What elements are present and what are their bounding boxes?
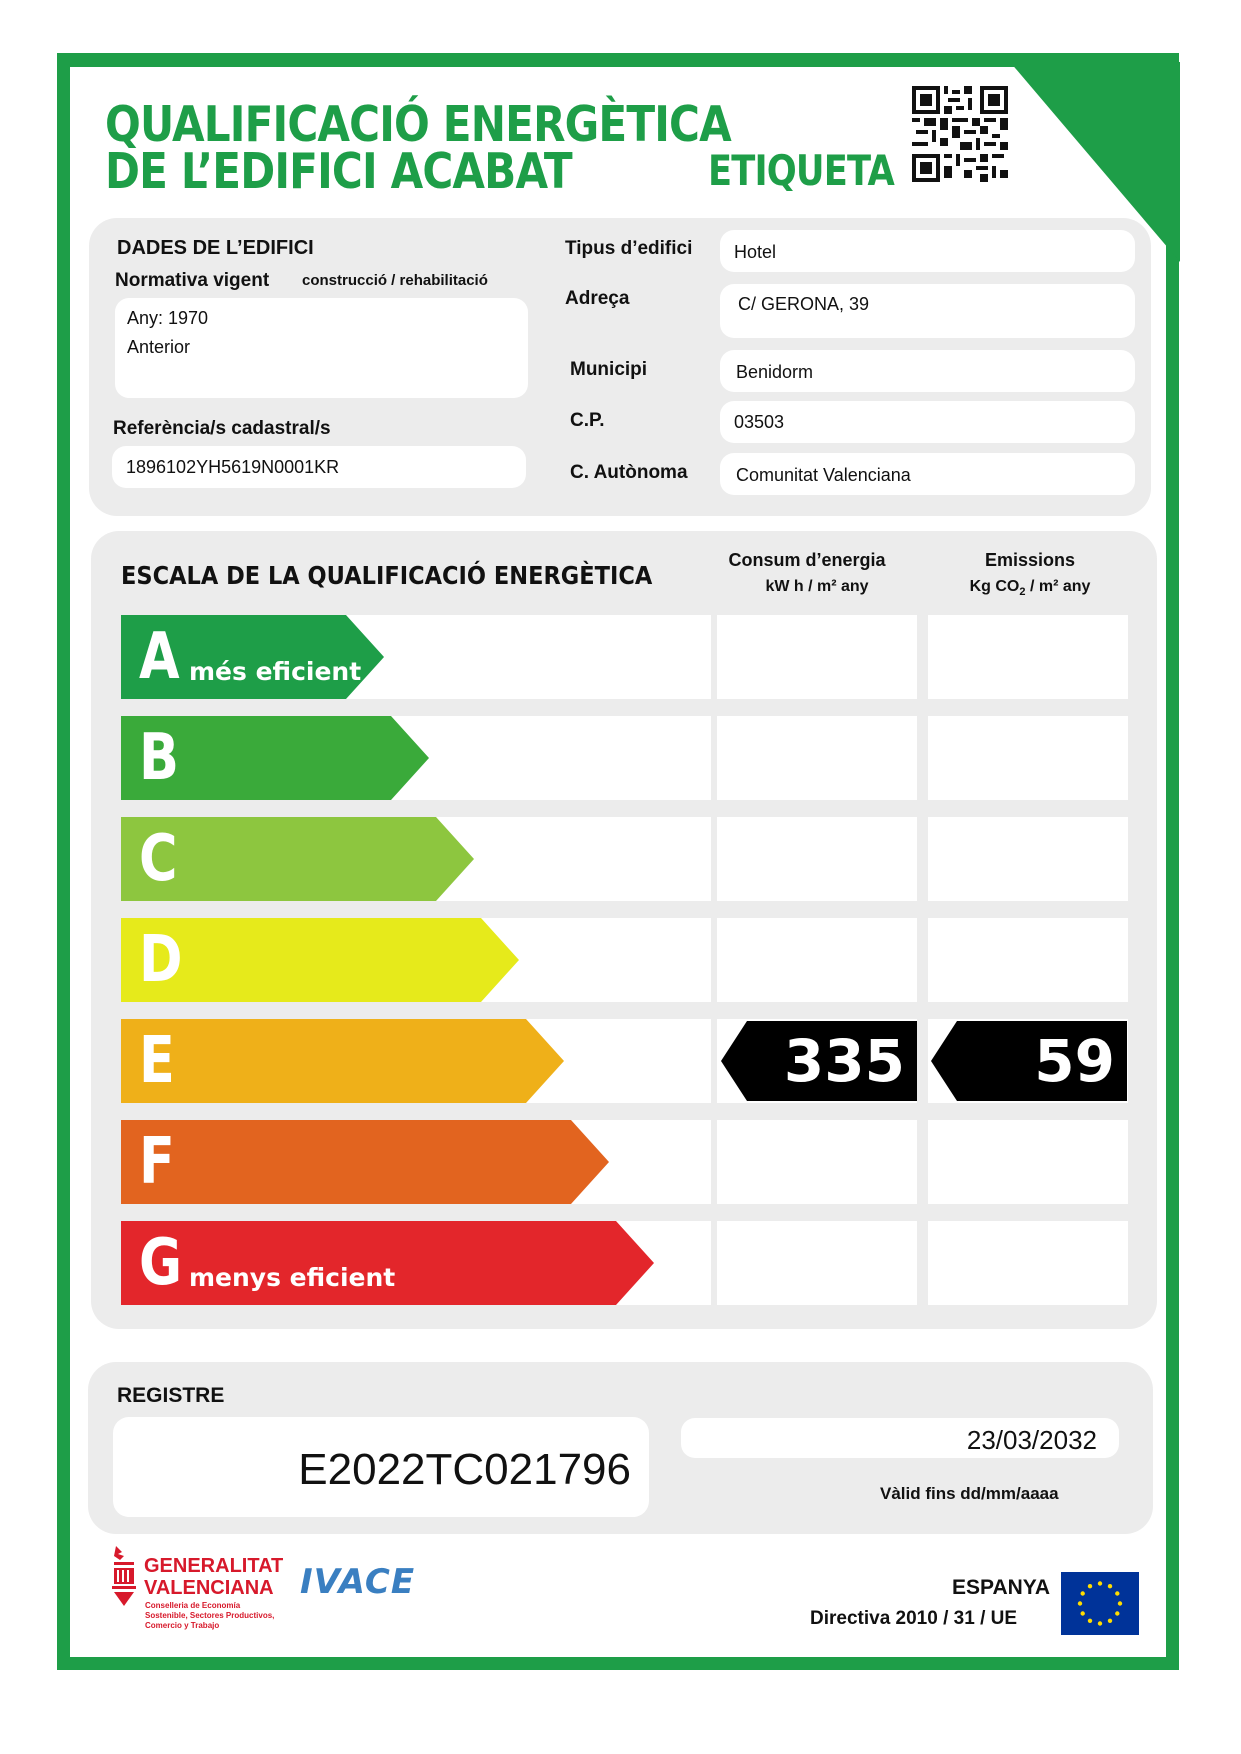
generalitat-crest-icon	[108, 1544, 140, 1614]
normativa-year: Any: 1970	[127, 308, 209, 328]
consumption-indicator-value: 335	[783, 1027, 905, 1095]
field-label-autonoma: C. Autònoma	[570, 462, 688, 483]
grade-letter: G	[139, 1226, 183, 1300]
country-label: ESPANYA	[952, 1576, 1051, 1599]
field-label-tipus: Tipus d’edifici	[565, 238, 693, 259]
emissions-cell	[928, 1221, 1128, 1305]
consumption-unit: kW h / m² any	[765, 578, 869, 595]
valid-date: 23/03/2032	[966, 1425, 1097, 1455]
cadastral-label: Referència/s cadastral/s	[113, 418, 331, 439]
grade-letter: B	[139, 721, 180, 795]
emissions-indicator-value: 59	[1034, 1027, 1115, 1095]
consumption-cell	[717, 615, 917, 699]
grade-bar-d	[121, 918, 521, 1002]
consumption-cell	[717, 918, 917, 1002]
field-label-municipi: Municipi	[570, 359, 648, 380]
field-box-cp	[720, 401, 1135, 443]
consumption-header: Consum d’energia	[728, 550, 886, 570]
grade-letter: D	[139, 923, 183, 997]
field-value-autonoma: Comunitat Valenciana	[736, 465, 911, 485]
field-value-tipus: Hotel	[734, 242, 777, 262]
emissions-cell	[928, 918, 1128, 1002]
consumption-cell	[717, 1221, 917, 1305]
emissions-cell	[928, 1120, 1128, 1204]
eu-flag-icon	[1061, 1572, 1139, 1635]
normativa-label: Normativa vigent	[115, 270, 270, 291]
gv-name: GENERALITAT VALENCIANA	[144, 1555, 284, 1599]
grade-bar-g	[121, 1221, 656, 1305]
grade-word: més eficient	[189, 657, 362, 686]
emissions-cell	[928, 615, 1128, 699]
directive-label: Directiva 2010 / 31 / UE	[810, 1608, 1018, 1629]
field-label-cp: C.P.	[570, 410, 605, 431]
gv-department: Conselleria de Economía Sostenible, Sectores Productivos, Comercio y Trabajo	[145, 1601, 275, 1630]
grade-letter: A	[139, 620, 180, 694]
grade-letter: E	[139, 1024, 175, 1098]
field-value-adreca: C/ GERONA, 39	[738, 294, 870, 314]
title-line-1: QUALIFICACIÓ ENERGÈTICA	[105, 96, 731, 153]
consumption-cell	[717, 716, 917, 800]
normativa-box	[115, 298, 528, 398]
consumption-cell	[717, 1120, 917, 1204]
emissions-cell	[928, 817, 1128, 901]
grade-bar-c	[121, 817, 476, 901]
field-box-municipi	[720, 350, 1135, 392]
emissions-cell	[928, 716, 1128, 800]
grade-bar-f	[121, 1120, 611, 1204]
grade-letter: C	[139, 822, 178, 896]
registry-code: E2022TC021796	[298, 1445, 631, 1494]
registry-title: REGISTRE	[117, 1384, 225, 1407]
valid-date-box	[681, 1418, 1119, 1458]
cadastral-box	[112, 446, 526, 488]
consumption-indicator	[721, 1021, 917, 1101]
field-value-cp: 03503	[734, 412, 785, 432]
grade-bar-e	[121, 1019, 566, 1103]
field-label-adreca: Adreça	[565, 288, 630, 309]
etiqueta-label: ETIQUETA	[708, 146, 894, 195]
emissions-indicator	[931, 1021, 1127, 1101]
scale-title: ESCALA DE LA QUALIFICACIÓ ENERGÈTICA	[121, 561, 653, 590]
field-box-autonoma	[720, 453, 1135, 495]
grade-word: menys eficient	[189, 1263, 396, 1292]
registry-code-box	[113, 1417, 649, 1517]
ivace-logo: IVACE	[300, 1562, 416, 1602]
cadastral-value: 1896102YH5619N0001KR	[126, 457, 340, 477]
consumption-cell	[717, 817, 917, 901]
normativa-hint: construcció / rehabilitació	[302, 272, 488, 289]
normativa-period: Anterior	[127, 337, 191, 357]
grade-letter: F	[139, 1125, 175, 1199]
building-section-title: DADES DE L’EDIFICI	[117, 237, 314, 259]
valid-label: Vàlid fins dd/mm/aaaa	[880, 1484, 1059, 1503]
grade-bar-b	[121, 716, 431, 800]
field-box-adreca	[720, 284, 1135, 338]
qr-code-icon[interactable]	[912, 86, 1008, 182]
title-line-2: DE L’EDIFICI ACABAT	[105, 143, 572, 200]
emissions-unit: Kg $CO_2 / m^2$ any	[969, 578, 1091, 599]
emissions-header: Emissions	[984, 550, 1076, 570]
field-value-municipi: Benidorm	[736, 362, 814, 382]
field-box-tipus	[720, 230, 1135, 272]
grade-bar-a	[121, 615, 386, 699]
